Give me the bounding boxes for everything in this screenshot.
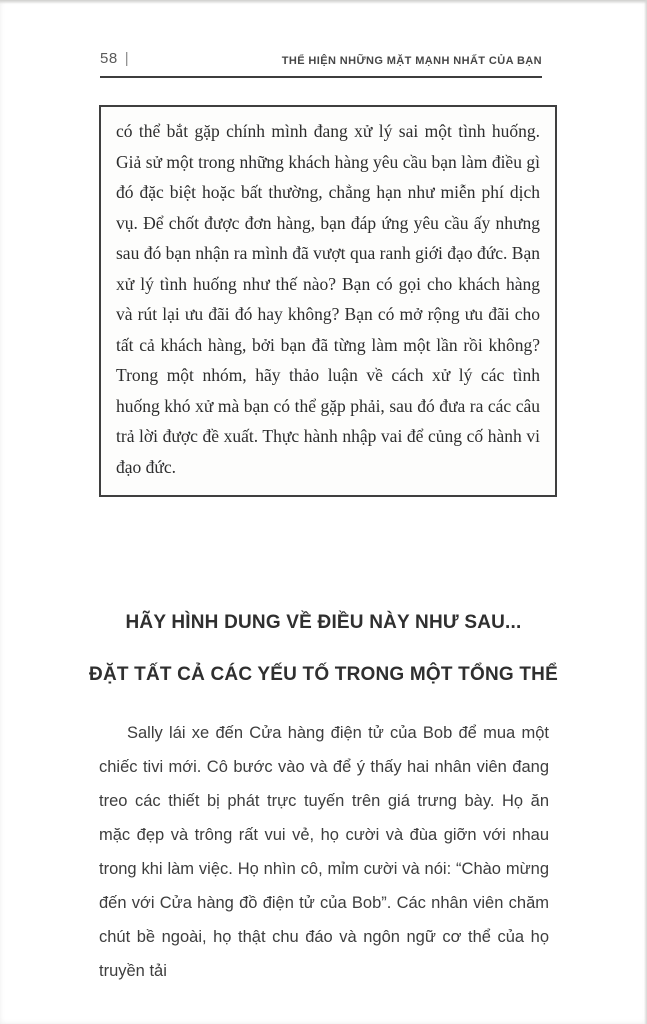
exercise-box-text: có thể bắt gặp chính mình đang xử lý sai một tình huống. Giả sử một trong những khách hàng yêu cầu bạn làm điều gì đó đặc biệt hoặc bất thường, chẳng hạn như miễn phí dịch vụ. Để chốt được đơn hàng, bạn đáp ứng yêu cầu ấy nhưng sau đó bạn nhận ra mình đã vượt qua ranh giới đạo đức. Bạn xử lý tình huống như thế nào? Bạn có gọi cho khách hàng và rút lại ưu đãi đó hay không? Bạn có mở rộng ưu đãi cho tất cả khách hàng, bởi bạn đã từng làm một lần rồi không? Trong một nhóm, hãy thảo luận về cách xử lý các tình huống khó xử mà bạn có thể gặp phải, sau đó đưa ra các câu trả lời được đề xuất. Thực hành nhập vai để củng cố hành vi đạo đức. — [116, 121, 540, 477]
body-paragraph: Sally lái xe đến Cửa hàng điện tử của Bob để mua một chiếc tivi mới. Cô bước vào và để ý thấy hai nhân viên đang treo các thiết bị phát trực tuyến trên giá trưng bày. Họ ăn mặc đẹp và trông rất vui vẻ, họ cười và đùa giỡn với nhau trong khi làm việc. Họ nhìn cô, mỉm cười và nói: “Chào mừng đến với Cửa hàng đồ điện tử của Bob”. Các nhân viên chăm chút bề ngoài, họ thật chu đáo và ngôn ngữ cơ thể của họ truyền tải — [99, 724, 549, 980]
running-title: THỂ HIỆN NHỮNG MẶT MẠNH NHẤT CỦA BẠN — [281, 55, 542, 67]
page-number-divider: | — [124, 50, 130, 67]
exercise-box — [99, 105, 557, 497]
page-header — [100, 50, 542, 78]
page-edge-top — [0, 0, 647, 4]
page-number — [100, 50, 129, 67]
page-number-value: 58 — [100, 50, 118, 67]
section-heading-line1: HÃY HÌNH DUNG VỀ ĐIỀU NÀY NHƯ SAU... — [125, 612, 522, 633]
section-heading-line2: ĐẶT TẤT CẢ CÁC YẾU TỐ TRONG MỘT TỔNG THỂ — [89, 664, 558, 685]
